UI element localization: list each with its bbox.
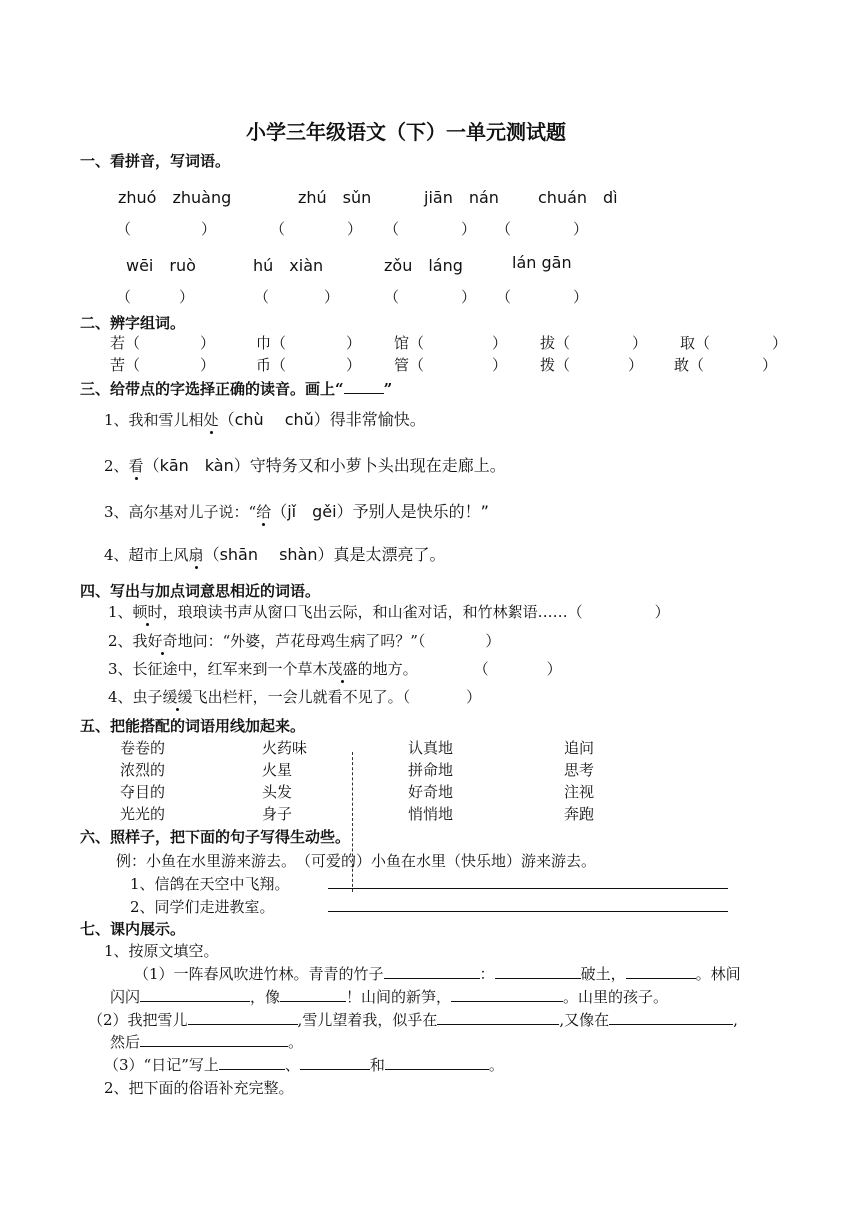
- answer-paren-2[interactable]: （ ）: [270, 220, 363, 238]
- example-sentence: 例：小鱼在水里游来游去。 （可爱的）小鱼在水里（快乐地）游来游去。: [116, 852, 597, 870]
- char-group-9[interactable]: 拨（ ）: [540, 356, 644, 374]
- synonym-question-3[interactable]: 3、长征途中，红军来到一个草木茂盛的地方。 （ ）: [108, 660, 562, 678]
- match-col4-4[interactable]: 奔跑: [564, 805, 595, 823]
- pinyin-3: jiān nán: [424, 188, 499, 207]
- match-col1-1[interactable]: 卷卷的: [120, 739, 166, 757]
- section-6-heading: 六、照样子，把下面的句子写得生动些。: [80, 828, 351, 846]
- fill-passage-2[interactable]: （2）我把雪儿 ,雪儿望着我，似乎在 ,又像在 ,: [88, 1011, 738, 1029]
- match-col1-4[interactable]: 光光的: [120, 805, 166, 823]
- fill-passage-1[interactable]: （1）一阵春风吹进竹林。青青的竹子 ： 破土， 。林间: [134, 965, 741, 983]
- pinyin-2: zhú sǔn: [298, 188, 372, 207]
- answer-paren-5[interactable]: （ ）: [116, 288, 195, 306]
- answer-paren-4[interactable]: （ ）: [496, 220, 589, 238]
- char-group-1[interactable]: 若（ ）: [110, 334, 216, 352]
- section-5-heading: 五、把能搭配的词语用线加起来。: [80, 717, 306, 735]
- section-3-heading: 三、给带点的字选择正确的读音。画上“ ”: [80, 380, 393, 398]
- answer-paren-7[interactable]: （ ）: [384, 288, 477, 306]
- char-group-5[interactable]: 取（ ）: [680, 334, 788, 352]
- char-group-6[interactable]: 苦（ ）: [110, 356, 216, 374]
- match-col4-2[interactable]: 思考: [564, 761, 595, 779]
- section-1-heading: 一、看拼音，写词语。: [80, 152, 231, 170]
- reading-question-4: 4、超市上风扇（shān shàn）真是太漂亮了。: [104, 545, 446, 564]
- answer-paren-8[interactable]: （ ）: [496, 288, 589, 306]
- rewrite-question-1: 1、信鸽在天空中飞翔。: [130, 875, 290, 893]
- char-group-4[interactable]: 拔（ ）: [540, 334, 648, 352]
- match-col3-4[interactable]: 悄悄地: [408, 805, 454, 823]
- match-col2-1[interactable]: 火药味: [262, 739, 308, 757]
- pinyin-7: zǒu láng: [384, 256, 463, 275]
- pinyin-8: lán gān: [512, 253, 572, 272]
- match-col3-1[interactable]: 认真地: [408, 739, 454, 757]
- section-4-heading: 四、写出与加点词意思相近的词语。: [80, 582, 321, 600]
- section-7-heading: 七、课内展示。: [80, 920, 186, 938]
- fill-passage-1b[interactable]: 闪闪 ，像 ！山间的新笋， 。山里的孩子。: [110, 988, 669, 1006]
- match-col2-2[interactable]: 火星: [262, 761, 293, 779]
- proverb-instruction: 2、把下面的俗语补充完整。: [104, 1079, 294, 1097]
- char-group-10[interactable]: 敢（ ）: [674, 356, 778, 374]
- pinyin-6: hú xiàn: [253, 256, 324, 275]
- synonym-question-1[interactable]: 1、顿时，琅琅读书声从窗口飞出云际，和山雀对话，和竹林絮语……（ ）: [108, 603, 670, 621]
- pinyin-5: wēi ruò: [126, 256, 196, 275]
- match-col3-3[interactable]: 好奇地: [408, 783, 454, 801]
- answer-paren-1[interactable]: （ ）: [116, 220, 217, 238]
- divider-dashed: [352, 752, 353, 892]
- fill-instruction: 1、按原文填空。: [104, 942, 219, 960]
- match-col1-2[interactable]: 浓烈的: [120, 761, 166, 779]
- answer-paren-3[interactable]: （ ）: [384, 220, 477, 238]
- match-col3-2[interactable]: 拼命地: [408, 761, 454, 779]
- rewrite-answer-line-1[interactable]: [328, 888, 728, 889]
- char-group-8[interactable]: 管（ ）: [394, 356, 508, 374]
- pinyin-4: chuán dì: [538, 188, 618, 207]
- fill-passage-2b[interactable]: 然后 。: [110, 1033, 304, 1051]
- rewrite-question-2: 2、同学们走进教室。: [130, 898, 275, 916]
- char-group-3[interactable]: 馆（ ）: [394, 334, 508, 352]
- match-col2-3[interactable]: 头发: [262, 783, 293, 801]
- pinyin-1: zhuó zhuàng: [118, 188, 232, 207]
- answer-paren-6[interactable]: （ ）: [254, 288, 340, 306]
- section-2-heading: 二、辨字组词。: [80, 314, 186, 332]
- page-title: 小学三年级语文（下）一单元测试题: [246, 120, 566, 144]
- rewrite-answer-line-2[interactable]: [328, 911, 728, 912]
- synonym-question-2[interactable]: 2、我好奇地问：“外婆，芦花母鸡生病了吗？”（ ）: [108, 632, 501, 650]
- match-col2-4[interactable]: 身子: [262, 805, 293, 823]
- match-col1-3[interactable]: 夺目的: [120, 783, 166, 801]
- synonym-question-4[interactable]: 4、虫子缓缓飞出栏杆，一会儿就看不见了。（ ）: [108, 688, 482, 706]
- reading-question-2: 2、看（kān kàn）守特务又和小萝卜头出现在走廊上。: [104, 456, 506, 475]
- reading-question-3: 3、高尔基对儿子说：“给（jǐ gěi）予别人是快乐的！”: [104, 502, 489, 521]
- char-group-2[interactable]: 巾（ ）: [256, 334, 362, 352]
- reading-question-1: 1、我和雪儿相处（chù chǔ）得非常愉快。: [104, 410, 426, 429]
- char-group-7[interactable]: 币（ ）: [256, 356, 362, 374]
- match-col4-3[interactable]: 注视: [564, 783, 595, 801]
- fill-passage-3[interactable]: （3）“日记”写上 、 和 。: [104, 1056, 504, 1074]
- match-col4-1[interactable]: 追问: [564, 739, 595, 757]
